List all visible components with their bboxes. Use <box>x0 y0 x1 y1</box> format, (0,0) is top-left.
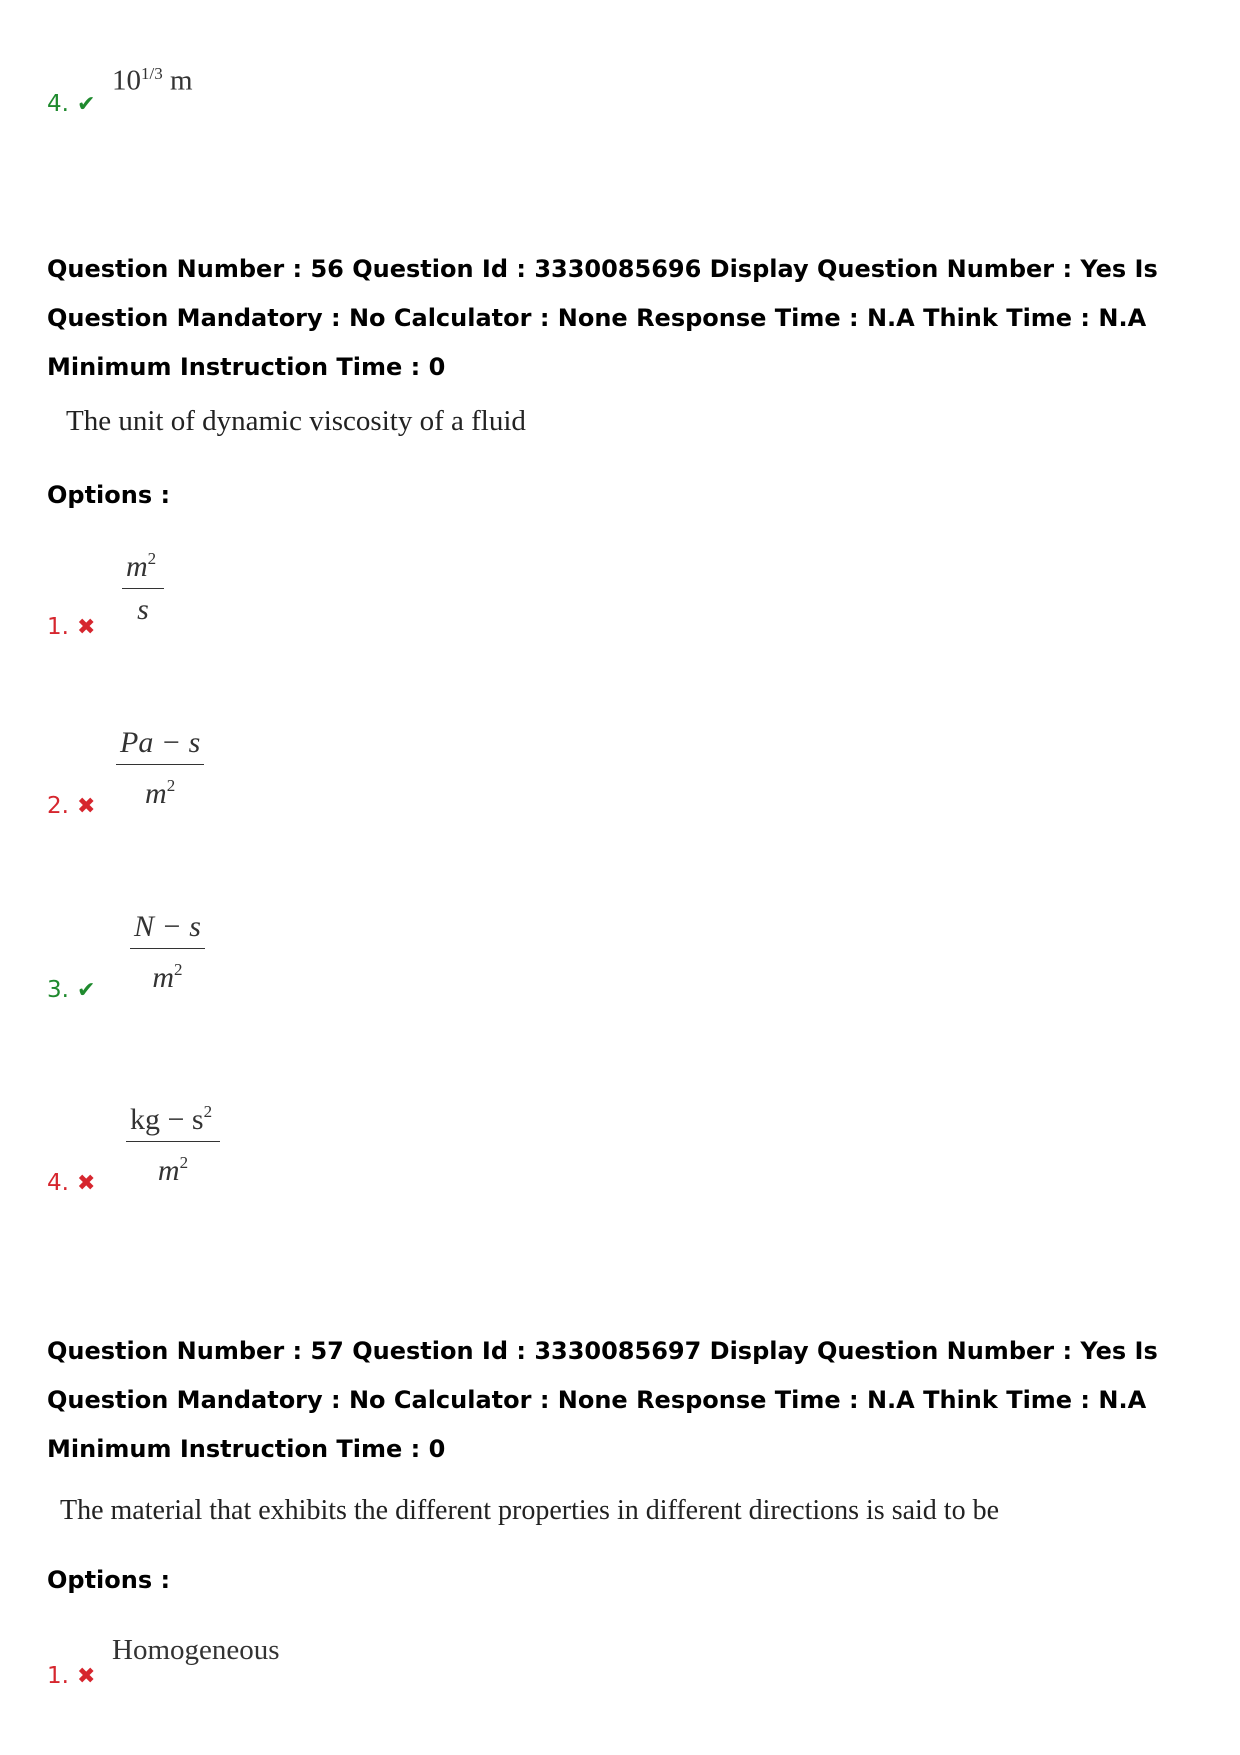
correct-check-icon: ✔ <box>76 92 96 117</box>
option-number: 3. <box>47 977 69 1003</box>
option-row <box>47 91 95 118</box>
options-label: Options : <box>47 1566 171 1594</box>
option-content <box>112 64 193 98</box>
fraction-numerator: N − s <box>134 910 201 943</box>
option-row <box>47 977 95 1004</box>
option-exponent: 1/3 <box>141 64 163 83</box>
option-number: 4. <box>47 91 69 117</box>
question-text: The material that exhibits the different properties in different directions is said to be <box>60 1495 1000 1526</box>
question-meta: Question Number : 56 Question Id : 3330085696 Display Question Number : Yes Is Question Mandatory : No Calculator : None Response Time : N.A Think Time : N.A Minimum Instruction Time : 0 <box>47 255 1158 381</box>
option-fraction <box>126 1095 220 1188</box>
options-label: Options : <box>47 481 171 509</box>
fraction-numerator: kg − s <box>130 1103 204 1136</box>
option-fraction <box>130 910 205 995</box>
denominator-exponent: 2 <box>179 1153 189 1172</box>
question-meta: Question Number : 57 Question Id : 3330085697 Display Question Number : Yes Is Question Mandatory : No Calculator : None Response Time : N.A Think Time : N.A Minimum Instruction Time : 0 <box>47 1337 1158 1463</box>
option-row <box>47 614 95 641</box>
option-fraction <box>116 726 204 811</box>
option-number: 1. <box>47 1663 69 1689</box>
fraction-denominator: m <box>157 1154 180 1187</box>
fraction-numerator: m <box>126 550 148 583</box>
fraction-numerator: Pa − s <box>120 726 201 759</box>
wrong-cross-icon: ✖ <box>76 615 96 640</box>
option-text: Homogeneous <box>112 1634 280 1666</box>
option-base: 10 <box>112 64 141 97</box>
denominator-exponent: 2 <box>166 776 176 795</box>
option-row <box>47 1663 95 1690</box>
option-number: 1. <box>47 614 69 640</box>
option-row <box>47 1170 95 1197</box>
numerator-exponent: 2 <box>147 549 157 568</box>
numerator-exponent: 2 <box>203 1102 213 1121</box>
option-number: 2. <box>47 793 69 819</box>
denominator-exponent: 2 <box>174 960 183 979</box>
wrong-cross-icon: ✖ <box>76 794 96 819</box>
fraction-denominator: s <box>137 593 149 626</box>
option-unit: m <box>169 64 193 97</box>
question-text: The unit of dynamic viscosity of a fluid <box>66 405 526 437</box>
option-row <box>47 793 95 820</box>
fraction-denominator: m <box>152 961 175 994</box>
option-number: 4. <box>47 1170 69 1196</box>
wrong-cross-icon: ✖ <box>76 1664 96 1689</box>
wrong-cross-icon: ✖ <box>76 1171 96 1196</box>
correct-check-icon: ✔ <box>76 978 96 1003</box>
fraction-denominator: m <box>145 777 167 810</box>
option-fraction <box>122 542 164 627</box>
